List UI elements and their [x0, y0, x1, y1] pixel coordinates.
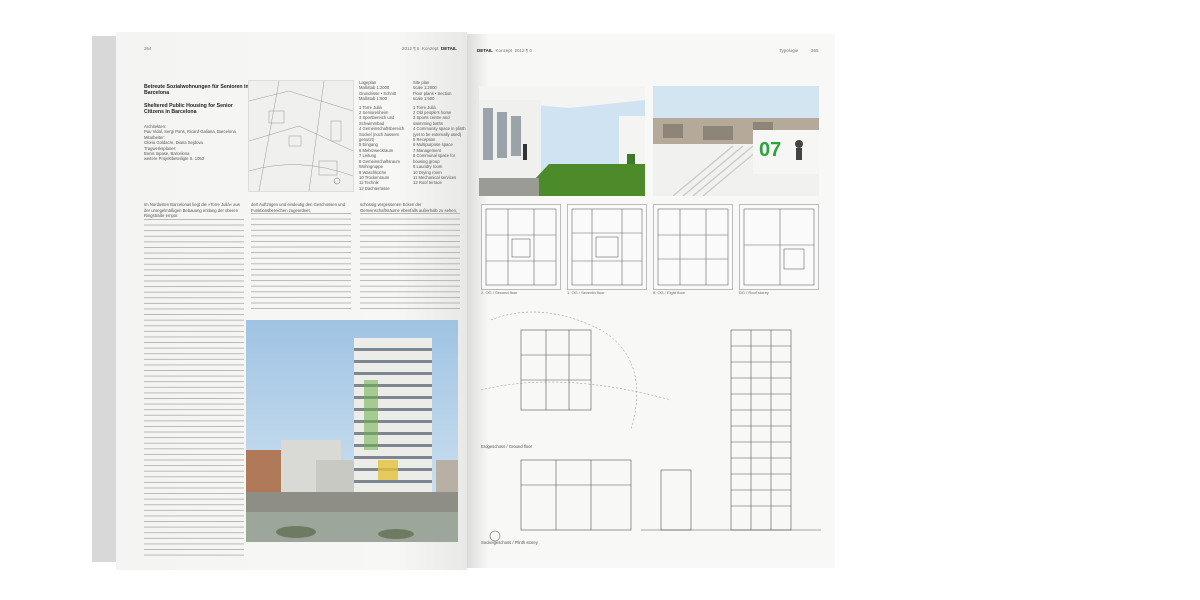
- plan-label-1og: 1. OG / Seventh floor: [567, 290, 605, 295]
- stair-photo: [653, 86, 819, 196]
- tower-photo: [246, 320, 458, 542]
- right-header-section: Typologie: [779, 48, 799, 53]
- legend-german: Lageplan Maßstab 1:2000 Grundrisse • Schnitt Maßstab 1:500 1 Torre Julià 2 Seniorenheim 3 Sportbereich und Schwimmbad 4 Gemeinschaftsbereich Sockel (noch äussern genutzt) 5 Eingang 6 Mehrzweckraum 7 Leitung 8 Gemeinschaftsraum Wohngruppe 9 Waschküche 10 Trockenraum 11 Technik 12 Dachterrasse: [359, 80, 405, 191]
- plan-label-8og: 8. OG / Eight floor: [653, 290, 686, 295]
- floor-plan-roof: [739, 204, 819, 290]
- left-header: 2012 ¶ 6 Konzept DETAIL: [402, 46, 457, 51]
- credits: Architekten: Pau Vidal, Sergi Pons, Ricard Galiana, Barcelona Mitarbeiter: Gloria Goldacre, Diana Sejdova Tragwerksplaner: Bonis Inpase, Barcelona weitere Projektbeteiligte S. 1053: [144, 124, 236, 162]
- floor-plan-8og: [653, 204, 733, 290]
- floor-plans-row: [481, 204, 821, 300]
- left-page-number: 364: [144, 46, 152, 51]
- plan-label-roof: DG / Roof storey: [739, 290, 769, 295]
- body-column-3: schossig vergessenen Ecken der Gemeinschaftsräume ebenfalls außerhalb zu sehen,: [360, 202, 460, 312]
- article-title: Betreute Sozialwohnungen für Senioren in Barcelona Sheltered Public Housing for Senior Citizens in Barcelona: [144, 84, 249, 116]
- left-page: [116, 32, 467, 570]
- floor-plan-2og: [481, 204, 561, 290]
- body-column-1: Im Nordosten Barcelonas liegt die »Torre Julià« aus der unregelmäßigen Bebauung entlang der oberen Ringstraße empor.: [144, 202, 244, 570]
- basement-label: Sockelgeschoss / Plinth storey: [481, 540, 538, 545]
- right-header: DETAIL Konzept 2012 ¶ 6: [477, 48, 532, 53]
- ground-plan-and-section: [481, 310, 821, 550]
- body-column-2: dert Auftzügen und eindeutig den Geschossen und Funktionsbereichen zugeordnet,: [251, 202, 351, 312]
- floor-plan-1og: [567, 204, 647, 290]
- floor-number-label: 07: [759, 139, 782, 161]
- site-plan-drawing: [248, 80, 354, 192]
- right-page-number: 365: [811, 48, 819, 53]
- ground-floor-label: Erdgeschoss / Ground floor: [481, 444, 532, 449]
- terrace-photo: [479, 86, 645, 196]
- right-page: [467, 34, 835, 568]
- plan-label-2og: 2. OG / Second floor: [481, 290, 518, 295]
- legend-english: Site plan scale 1:2000 Floor plans • Section scale 1:500 1 Torre Julià 2 Old people's home 3 Sports centre and swimming baths 4 Community space in plinth (yet to be externally used) 5 Reception 6 Multipurpose space 7 Management 8 Communal space for housing group 9 Laundry room 10 Drying room 11 Mechanical services 12 Roof terrace: [413, 80, 466, 186]
